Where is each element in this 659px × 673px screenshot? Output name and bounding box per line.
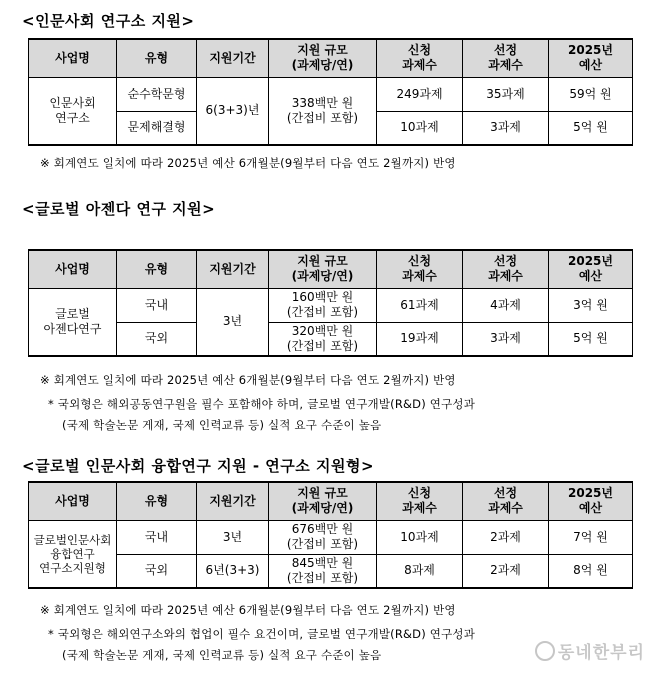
cell-scale: 160백만 원 (간접비 포함) — [269, 288, 377, 322]
cell-period: 6년(3+3) — [197, 554, 269, 588]
overseas-note-continued: (국제 학술논문 게재, 국제 인력교류 등) 실적 요구 수준이 높음 — [62, 418, 382, 432]
overseas-note-continued: (국제 학술논문 게재, 국제 인력교류 등) 실적 요구 수준이 높음 — [62, 648, 382, 662]
cell-applied: 61과제 — [377, 288, 463, 322]
table-row — [29, 520, 633, 554]
header-applied: 신청 과제수 — [377, 482, 463, 520]
header-budget: 2025년 예산 — [549, 250, 633, 288]
budget-note: ※ 회계연도 일치에 따라 2025년 예산 6개월분(9월부터 다음 연도 2월까지) 반영 — [40, 603, 456, 617]
section-title: <글로벌 인문사회 융합연구 지원 - 연구소 지원형> — [22, 457, 375, 475]
table-row — [29, 77, 633, 111]
cell-budget: 5억 원 — [549, 322, 633, 356]
cell-period: 6(3+3)년 — [197, 77, 269, 145]
header-period: 지원기간 — [197, 482, 269, 520]
header-type: 유형 — [117, 482, 197, 520]
header-scale: 지원 규모 (과제당/연) — [269, 39, 377, 77]
header-scale: 지원 규모 (과제당/연) — [269, 482, 377, 520]
header-selected: 선정 과제수 — [463, 250, 549, 288]
cell-selected: 2과제 — [463, 520, 549, 554]
table-header-row — [29, 39, 633, 77]
overseas-note: * 국외형은 해외공동연구원을 필수 포함해야 하며, 글로벌 연구개발(R&D) 연구성과 — [48, 397, 476, 411]
cell-budget: 3억 원 — [549, 288, 633, 322]
cell-selected: 3과제 — [463, 111, 549, 145]
table-header-row — [29, 250, 633, 288]
cell-scale: 338백만 원 (간접비 포함) — [269, 77, 377, 145]
cell-type: 국외 — [117, 322, 197, 356]
cell-scale: 845백만 원 (간접비 포함) — [269, 554, 377, 588]
header-scale: 지원 규모 (과제당/연) — [269, 250, 377, 288]
cell-program: 글로벌인문사회 융합연구 연구소지원형 — [29, 520, 117, 588]
cell-applied: 8과제 — [377, 554, 463, 588]
cell-program: 인문사회 연구소 — [29, 77, 117, 145]
cell-budget: 5억 원 — [549, 111, 633, 145]
header-period: 지원기간 — [197, 250, 269, 288]
cell-selected: 4과제 — [463, 288, 549, 322]
header-applied: 신청 과제수 — [377, 250, 463, 288]
header-selected: 선정 과제수 — [463, 482, 549, 520]
cell-period: 3년 — [197, 288, 269, 356]
cell-scale: 676백만 원 (간접비 포함) — [269, 520, 377, 554]
budget-note: ※ 회계연도 일치에 따라 2025년 예산 6개월분(9월부터 다음 연도 2월까지) 반영 — [40, 373, 456, 387]
cell-period: 3년 — [197, 520, 269, 554]
header-period: 지원기간 — [197, 39, 269, 77]
cell-applied: 249과제 — [377, 77, 463, 111]
cell-budget: 59억 원 — [549, 77, 633, 111]
cell-type: 순수학문형 — [117, 77, 197, 111]
header-applied: 신청 과제수 — [377, 39, 463, 77]
header-type: 유형 — [117, 250, 197, 288]
table-header-row — [29, 482, 633, 520]
header-program: 사업명 — [29, 39, 117, 77]
section-title: <글로벌 아젠다 연구 지원> — [22, 200, 216, 218]
watermark: 동네한부리 — [535, 638, 645, 663]
cell-budget: 8억 원 — [549, 554, 633, 588]
cell-selected: 3과제 — [463, 322, 549, 356]
cell-scale: 320백만 원 (간접비 포함) — [269, 322, 377, 356]
header-selected: 선정 과제수 — [463, 39, 549, 77]
cell-selected: 2과제 — [463, 554, 549, 588]
cell-program: 글로벌 아젠다연구 — [29, 288, 117, 356]
header-program: 사업명 — [29, 250, 117, 288]
cell-applied: 10과제 — [377, 111, 463, 145]
cell-type: 문제해결형 — [117, 111, 197, 145]
table-row — [29, 322, 633, 356]
grant-table — [28, 481, 633, 589]
header-type: 유형 — [117, 39, 197, 77]
table-row — [29, 288, 633, 322]
cell-type: 국내 — [117, 288, 197, 322]
grant-table — [28, 249, 633, 357]
header-budget: 2025년 예산 — [549, 39, 633, 77]
watermark-logo-icon — [535, 641, 555, 661]
cell-type: 국내 — [117, 520, 197, 554]
cell-budget: 7억 원 — [549, 520, 633, 554]
header-program: 사업명 — [29, 482, 117, 520]
cell-selected: 35과제 — [463, 77, 549, 111]
header-budget: 2025년 예산 — [549, 482, 633, 520]
budget-note: ※ 회계연도 일치에 따라 2025년 예산 6개월분(9월부터 다음 연도 2월까지) 반영 — [40, 156, 456, 170]
section-title: <인문사회 연구소 지원> — [22, 12, 195, 30]
grant-table — [28, 38, 633, 146]
overseas-note: * 국외형은 해외연구소와의 협업이 필수 요건이며, 글로벌 연구개발(R&D) 연구성과 — [48, 627, 476, 641]
cell-applied: 19과제 — [377, 322, 463, 356]
cell-type: 국외 — [117, 554, 197, 588]
cell-applied: 10과제 — [377, 520, 463, 554]
table-row — [29, 554, 633, 588]
